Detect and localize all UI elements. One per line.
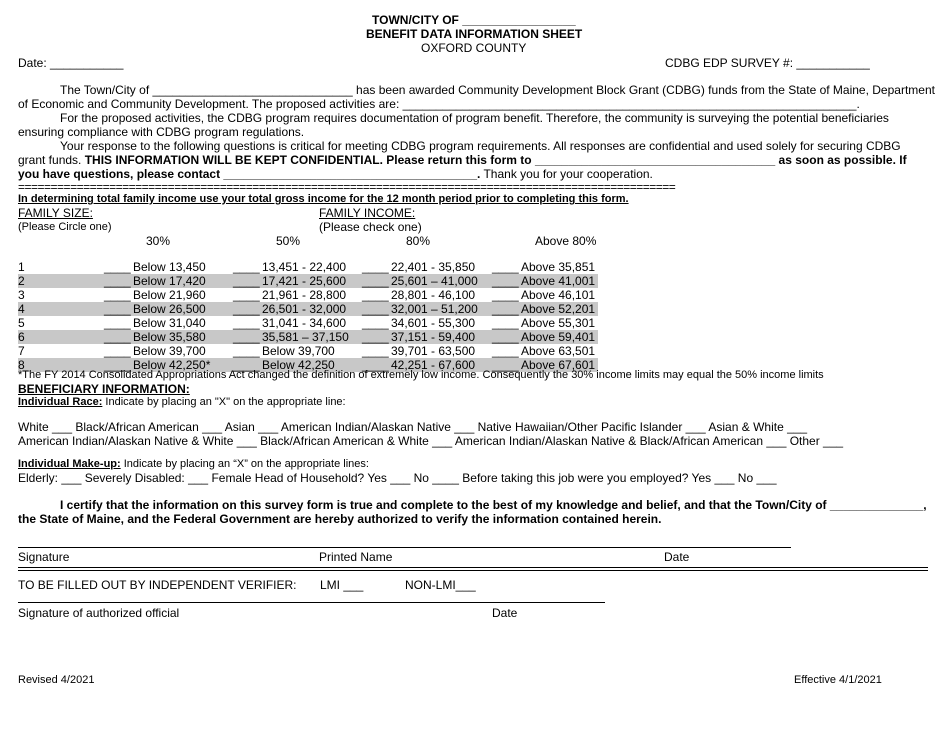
income-checkbox-blank[interactable]: ____ [233, 274, 260, 288]
income-checkbox-blank[interactable]: ____ [492, 330, 519, 344]
family-size-note: (Please Circle one) [18, 221, 112, 233]
income-checkbox-blank[interactable]: ____ [492, 344, 519, 358]
income-range: 22,401 - 35,850 [391, 260, 476, 274]
signature-date-label: Date [664, 550, 690, 564]
family-size-number[interactable]: 7 [18, 344, 25, 358]
income-checkbox-blank[interactable]: ____ [104, 344, 131, 358]
income-checkbox-blank[interactable]: ____ [104, 302, 131, 316]
income-checkbox-blank[interactable]: ____ [104, 288, 131, 302]
income-range: Below 13,450 [133, 260, 206, 274]
race-options-line-1[interactable]: White ___ Black/African American ___ Asian ___ American Indian/Alaskan Native ___ Native Hawaiian/Other Pacific Islander ___ Asian & White ___ [18, 420, 808, 434]
intro-line-3: For the proposed activities, the CDBG program requires documentation of program benefit. Therefore, the community is surveying the potential beneficiaries [60, 111, 889, 125]
income-range: 37,151 - 59,400 [391, 330, 476, 344]
intro-line-4: ensuring compliance with CDBG program regulations. [18, 125, 305, 139]
income-range: Above 35,851 [521, 260, 596, 274]
family-size-number[interactable]: 5 [18, 316, 25, 330]
income-checkbox-blank[interactable]: ____ [362, 330, 389, 344]
income-row [18, 344, 598, 358]
income-range: Below 21,960 [133, 288, 206, 302]
makeup-instruction: Indicate by placing an “X” on the appropriate lines: [120, 458, 369, 470]
income-range: Above 52,201 [521, 302, 596, 316]
effective-date: Effective 4/1/2021 [794, 674, 882, 686]
contact-notice: you have questions, please contact ______________________________________. [18, 167, 481, 181]
income-checkbox-blank[interactable]: ____ [492, 274, 519, 288]
certify-line-2: the State of Maine, and the Federal Government are hereby authorized to verify the information contained herein. [18, 512, 662, 526]
income-range: Below 35,580 [133, 330, 206, 344]
official-date-label: Date [492, 606, 518, 620]
intro-line-7 [18, 167, 653, 181]
income-range: 28,801 - 46,100 [391, 288, 476, 302]
income-checkbox-blank[interactable]: ____ [233, 288, 260, 302]
income-row [18, 260, 598, 274]
form-title: BENEFIT DATA INFORMATION SHEET [366, 27, 583, 41]
date-field[interactable]: Date: ___________ [18, 56, 124, 70]
official-signature-line[interactable] [18, 602, 605, 603]
family-income-label: FAMILY INCOME: [319, 206, 416, 220]
income-row [18, 274, 598, 288]
non-lmi-field[interactable]: NON-LMI___ [405, 578, 476, 592]
income-range: Above 59,401 [521, 330, 596, 344]
income-checkbox-blank[interactable]: ____ [233, 344, 260, 358]
makeup-label: Individual Make-up: [18, 458, 121, 470]
income-checkbox-blank[interactable]: ____ [233, 260, 260, 274]
income-row [18, 316, 598, 330]
income-checkbox-blank[interactable]: ____ [104, 330, 131, 344]
income-range: 17,421 - 25,600 [262, 274, 347, 288]
income-range: 21,961 - 28,800 [262, 288, 347, 302]
race-options-line-2[interactable]: American Indian/Alaskan Native & White ___ Black/African American & White ___ American Indian/Alaskan Native & Black/African American ___ Other ___ [18, 434, 844, 448]
income-instruction: In determining total family income use your total gross income for the 12 month period prior to completing this form. [18, 193, 629, 205]
income-range: 39,701 - 63,500 [391, 344, 476, 358]
double-rule-top [18, 567, 928, 568]
income-range: 35,581 – 37,150 [262, 330, 349, 344]
intro-line-1: The Town/City of ______________________________ has been awarded Community Development Block Grant (CDBG) funds from the State of Maine, Department [60, 83, 935, 97]
makeup-options-line[interactable]: Elderly: ___ Severely Disabled: ___ Female Head of Household? Yes ___ No ____ Before taking this job were you employed? Yes ___ No ___ [18, 471, 777, 485]
family-size-number[interactable]: 2 [18, 274, 25, 288]
income-row [18, 302, 598, 316]
lmi-field[interactable]: LMI ___ [320, 578, 364, 592]
double-rule-bottom [18, 570, 928, 571]
income-range: 34,601 - 55,300 [391, 316, 476, 330]
signature-label: Signature [18, 550, 70, 564]
income-range: 25,601 – 41,000 [391, 274, 478, 288]
income-row [18, 330, 598, 344]
certify-line-1: I certify that the information on this survey form is true and complete to the best of my knowledge and belief, and that the Town/City of ______________, [60, 498, 927, 512]
intro-line-5: Your response to the following questions is critical for meeting CDBG program requirements. All responses are confidential and used solely for securing CDBG [60, 139, 901, 153]
income-range: Below 39,700 [133, 344, 206, 358]
beneficiary-heading: BENEFICIARY INFORMATION: [18, 382, 190, 396]
income-checkbox-blank[interactable]: ____ [492, 260, 519, 274]
signature-line[interactable] [18, 547, 791, 548]
income-range: Below 42,250* [133, 358, 211, 372]
survey-number-field[interactable]: CDBG EDP SURVEY #: ___________ [665, 56, 870, 70]
family-size-number[interactable]: 1 [18, 260, 25, 274]
income-range: Below 39,700 [262, 344, 335, 358]
income-range: 42,251 - 67,600 [391, 358, 476, 372]
verifier-label: TO BE FILLED OUT BY INDEPENDENT VERIFIER: [18, 578, 297, 592]
income-range: Above 55,301 [521, 316, 596, 330]
income-range: Above 63,501 [521, 344, 596, 358]
family-size-number[interactable]: 6 [18, 330, 25, 344]
income-checkbox-blank[interactable]: ____ [233, 302, 260, 316]
income-checkbox-blank[interactable]: ____ [104, 358, 131, 372]
race-label: Individual Race: [18, 396, 103, 408]
income-range: 26,501 - 32,000 [262, 302, 347, 316]
income-checkbox-blank[interactable]: ____ [362, 344, 389, 358]
income-range: Below 42,250 [262, 358, 335, 372]
family-size-number[interactable]: 3 [18, 288, 25, 302]
income-checkbox-blank[interactable]: ____ [362, 302, 389, 316]
col-header-above80: Above 80% [535, 234, 597, 248]
income-range: 13,451 - 22,400 [262, 260, 347, 274]
income-checkbox-blank[interactable]: ____ [362, 260, 389, 274]
revised-date: Revised 4/2021 [18, 674, 95, 686]
col-header-50: 50% [276, 234, 301, 248]
income-checkbox-blank[interactable]: ____ [362, 274, 389, 288]
race-instruction-line [18, 396, 346, 408]
family-income-note: (Please check one) [319, 220, 422, 234]
income-range: Above 67,601 [521, 358, 596, 372]
county-label: OXFORD COUNTY [421, 41, 527, 55]
thanks-text: Thank you for your cooperation. [480, 167, 653, 181]
printed-name-label: Printed Name [319, 550, 393, 564]
income-checkbox-blank[interactable]: ____ [492, 288, 519, 302]
income-checkbox-blank[interactable]: ____ [362, 316, 389, 330]
income-row [18, 288, 598, 302]
income-range: 32,001 – 51,200 [391, 302, 478, 316]
intro-grant-text: grant funds. [18, 153, 85, 167]
race-instruction: Indicate by placing an "X" on the appropriate line: [102, 396, 346, 408]
income-checkbox-blank[interactable]: ____ [362, 358, 389, 372]
family-size-number[interactable]: 4 [18, 302, 25, 316]
family-size-number[interactable]: 8 [18, 358, 25, 372]
income-checkbox-blank[interactable]: ____ [233, 358, 260, 372]
official-signature-label: Signature of authorized official [18, 606, 180, 620]
col-header-30: 30% [146, 234, 171, 248]
confidential-notice: THIS INFORMATION WILL BE KEPT CONFIDENTIAL. Please return this form to ____________________________________ as soon as possible. If [84, 153, 907, 167]
separator-line: ===================================================================================================== [18, 182, 676, 192]
makeup-instruction-line [18, 458, 369, 470]
intro-line-6 [18, 153, 907, 167]
income-checkbox-blank[interactable]: ____ [104, 274, 131, 288]
intro-line-2: of Economic and Community Development. The proposed activities are: ____________________________________________________________________. [18, 97, 860, 111]
income-footnote: *The FY 2014 Consolidated Appropriations Act changed the definition of extremely low income. Consequently the 30% income limits may equal the 50% income limits [18, 369, 824, 381]
income-range: Below 17,420 [133, 274, 206, 288]
income-checkbox-blank[interactable]: ____ [362, 288, 389, 302]
town-city-title: TOWN/CITY OF _________________ [372, 13, 576, 27]
col-header-80: 80% [406, 234, 431, 248]
income-checkbox-blank[interactable]: ____ [104, 260, 131, 274]
family-size-label: FAMILY SIZE: [18, 206, 93, 220]
income-range: Below 26,500 [133, 302, 206, 316]
income-range: Below 31,040 [133, 316, 206, 330]
income-checkbox-blank[interactable]: ____ [492, 302, 519, 316]
income-checkbox-blank[interactable]: ____ [233, 330, 260, 344]
income-checkbox-blank[interactable]: ____ [492, 358, 519, 372]
income-checkbox-blank[interactable]: ____ [233, 316, 260, 330]
income-checkbox-blank[interactable]: ____ [492, 316, 519, 330]
income-checkbox-blank[interactable]: ____ [104, 316, 131, 330]
income-range: Above 46,101 [521, 288, 596, 302]
income-range: 31,041 - 34,600 [262, 316, 347, 330]
income-range: Above 41,001 [521, 274, 596, 288]
